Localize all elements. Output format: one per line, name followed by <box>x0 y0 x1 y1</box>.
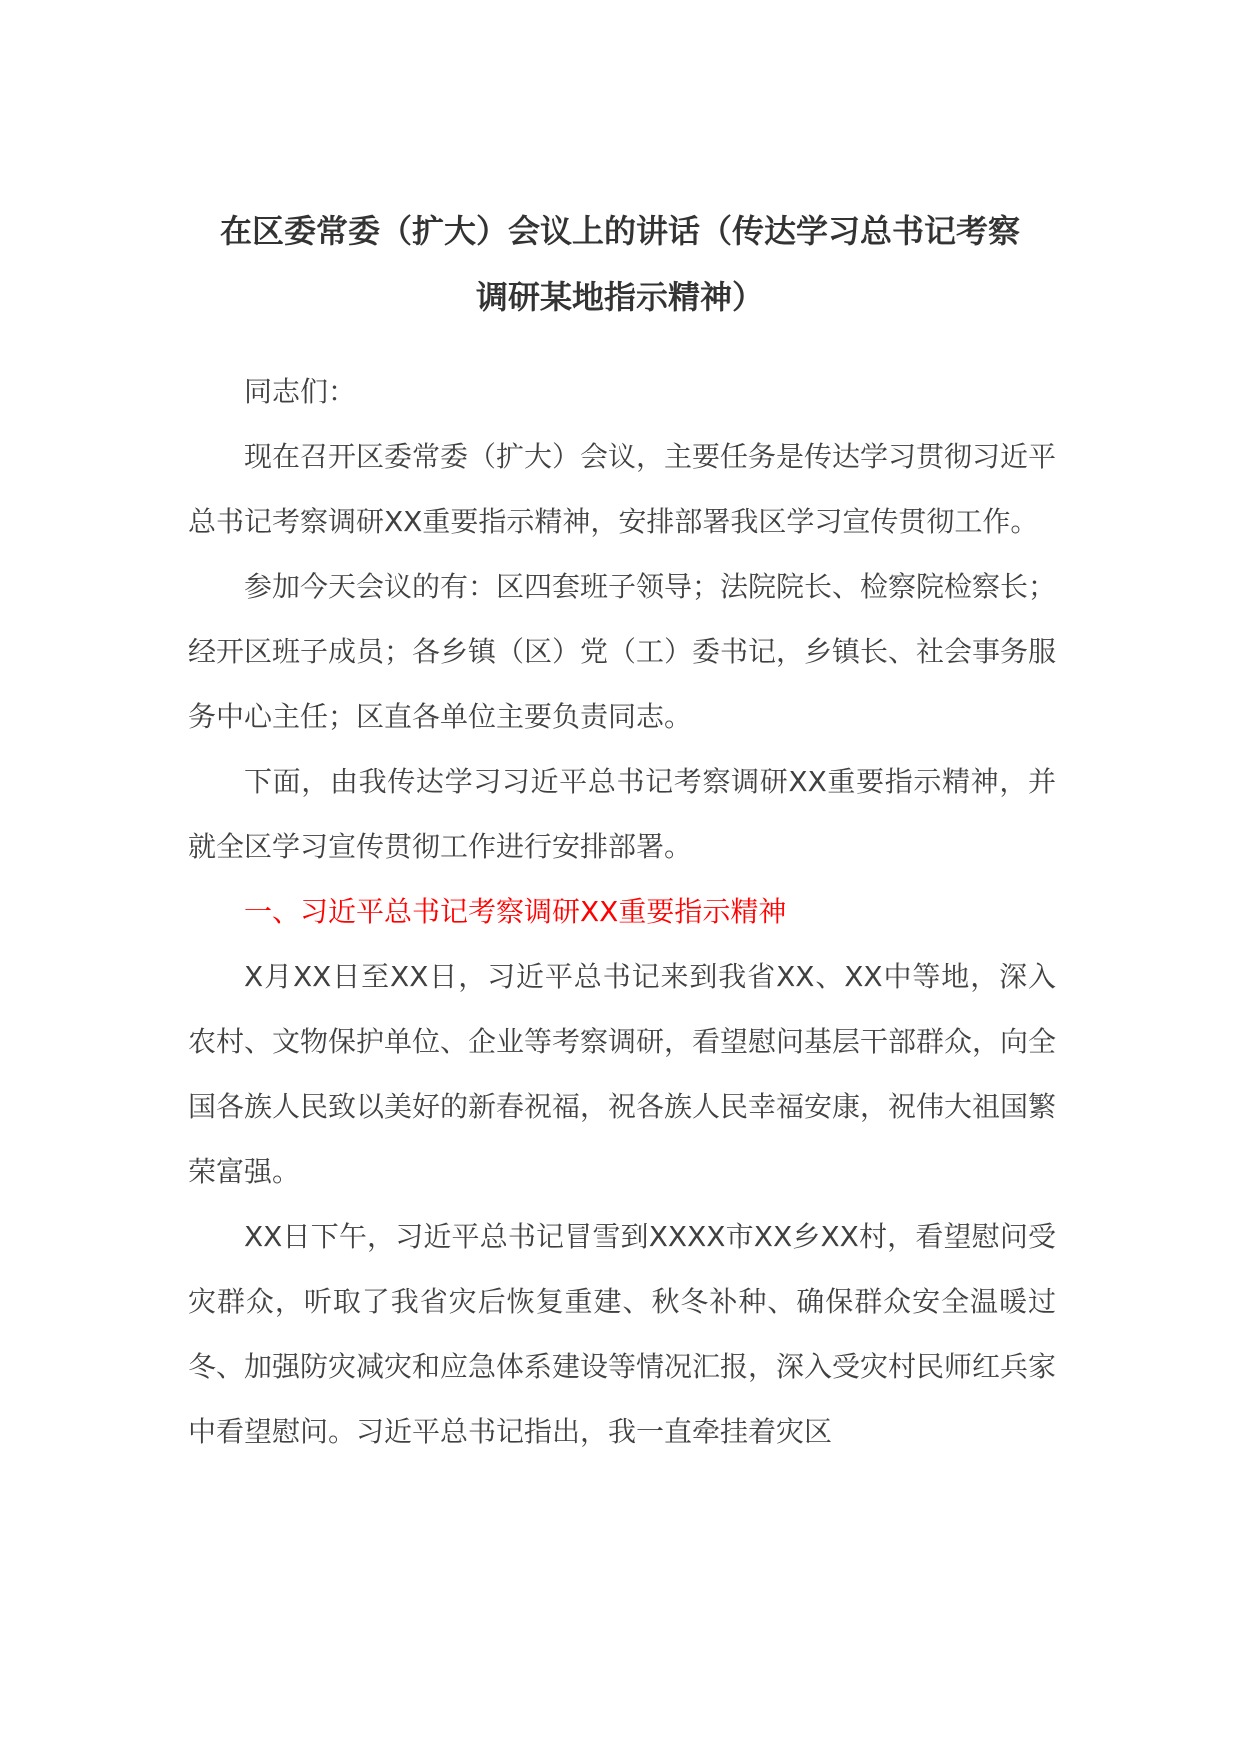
paragraph-attendees: 参加今天会议的有：区四套班子领导；法院院长、检察院检察长；经开区班子成员；各乡镇（区）党（工）委书记，乡镇长、社会事务服务中心主任；区直各单位主要负责同志。 <box>188 570 1057 733</box>
title-line-2: 调研某地指示精神） <box>475 278 764 316</box>
title-line-1: 在区委常委（扩大）会议上的讲话（传达学习总书记考察 <box>219 212 1020 250</box>
section-heading: 一、习近平总书记考察调研XX重要指示精神 <box>244 895 787 928</box>
paragraph-disaster-visit: XX日下午，习近平总书记冒雪到XXXX市XX乡XX村，看望慰问受灾群众，听取了我省灾后恢复重建、秋冬补种、确保群众安全温暖过冬、加强防灾减灾和应急体系建设等情况汇报，深入受灾村民师红兵家中看望慰问。习近平总书记指出，我一直牵挂着灾区 <box>188 1220 1057 1448</box>
salutation: 同志们： <box>244 375 357 408</box>
document-title <box>150 198 1090 330</box>
paragraph-agenda: 下面，由我传达学习习近平总书记考察调研XX重要指示精神，并就全区学习宣传贯彻工作进行安排部署。 <box>188 765 1056 863</box>
paragraph-intro: 现在召开区委常委（扩大）会议，主要任务是传达学习贯彻习近平总书记考察调研XX重要指示精神，安排部署我区学习宣传贯彻工作。 <box>188 440 1057 538</box>
paragraph-visit: X月XX日至XX日，习近平总书记来到我省XX、XX中等地，深入农村、文物保护单位、企业等考察调研，看望慰问基层干部群众，向全国各族人民致以美好的新春祝福，祝各族人民幸福安康，祝伟大祖国繁荣富强。 <box>188 960 1057 1188</box>
document-body <box>188 359 1056 1464</box>
